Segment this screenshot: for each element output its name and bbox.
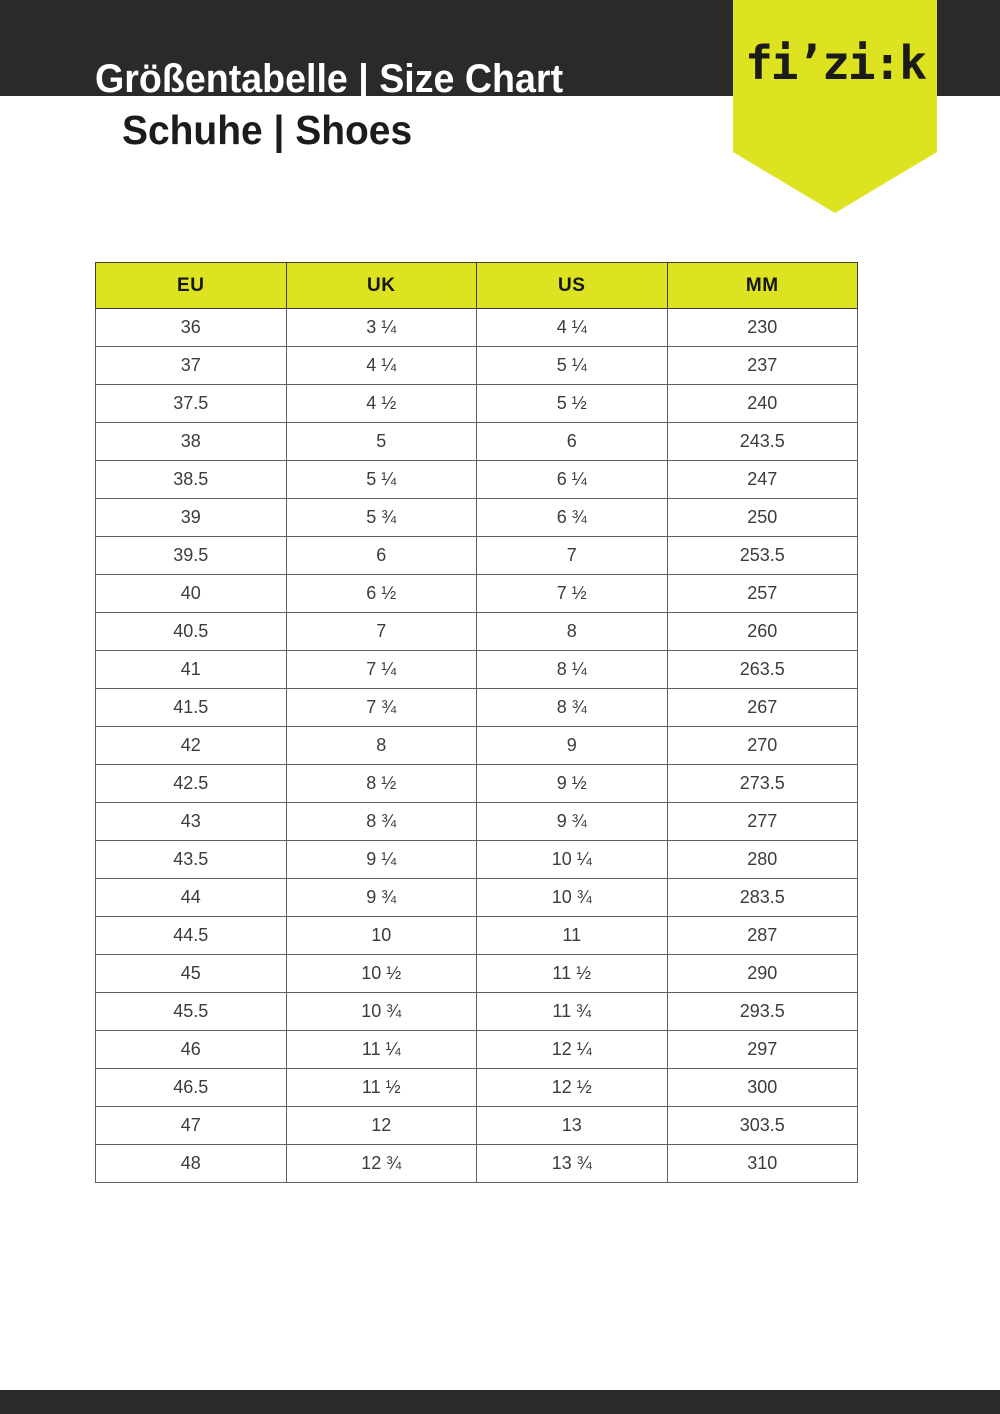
size-cell: 37 [96,347,287,385]
size-cell: 13 ¾ [477,1145,668,1183]
table-row [96,803,858,841]
size-cell: 270 [667,727,858,765]
table-row [96,575,858,613]
size-cell: 247 [667,461,858,499]
size-cell: 43 [96,803,287,841]
table-row [96,689,858,727]
size-cell: 8 ¾ [477,689,668,727]
footer-band [0,1390,1000,1414]
size-cell: 253.5 [667,537,858,575]
size-cell: 11 ½ [477,955,668,993]
size-cell: 38 [96,423,287,461]
size-cell: 250 [667,499,858,537]
table-row [96,347,858,385]
size-cell: 5 ½ [477,385,668,423]
size-cell: 297 [667,1031,858,1069]
column-header-us: US [477,263,668,309]
size-cell: 7 ½ [477,575,668,613]
size-cell: 40 [96,575,287,613]
size-cell: 257 [667,575,858,613]
size-cell: 40.5 [96,613,287,651]
brand-pennant [733,0,937,213]
size-cell: 260 [667,613,858,651]
table-row [96,917,858,955]
table-row [96,613,858,651]
size-cell: 42 [96,727,287,765]
size-cell: 44 [96,879,287,917]
table-row [96,879,858,917]
size-cell: 39.5 [96,537,287,575]
size-cell: 6 ¼ [477,461,668,499]
size-cell: 8 ¼ [477,651,668,689]
size-cell: 11 ¾ [477,993,668,1031]
size-cell: 45.5 [96,993,287,1031]
size-cell: 47 [96,1107,287,1145]
size-table [95,262,858,1183]
size-cell: 43.5 [96,841,287,879]
size-cell: 37.5 [96,385,287,423]
size-cell: 293.5 [667,993,858,1031]
size-cell: 230 [667,309,858,347]
size-cell: 8 [286,727,477,765]
size-cell: 263.5 [667,651,858,689]
table-row [96,727,858,765]
size-cell: 36 [96,309,287,347]
size-cell: 6 [477,423,668,461]
column-header-uk: UK [286,263,477,309]
size-cell: 39 [96,499,287,537]
size-cell: 42.5 [96,765,287,803]
size-cell: 5 ¼ [286,461,477,499]
size-cell: 41.5 [96,689,287,727]
table-row [96,1107,858,1145]
size-table-body [96,309,858,1183]
table-row [96,1031,858,1069]
size-cell: 7 [286,613,477,651]
size-cell: 287 [667,917,858,955]
size-cell: 8 [477,613,668,651]
size-cell: 10 ¼ [477,841,668,879]
size-cell: 41 [96,651,287,689]
size-cell: 6 ¾ [477,499,668,537]
page-title: Größentabelle | Size Chart [95,57,564,101]
size-cell: 11 ¼ [286,1031,477,1069]
table-row [96,537,858,575]
size-cell: 277 [667,803,858,841]
size-cell: 237 [667,347,858,385]
size-cell: 6 [286,537,477,575]
size-cell: 5 ¾ [286,499,477,537]
size-cell: 12 [286,1107,477,1145]
size-cell: 9 ½ [477,765,668,803]
size-cell: 12 ¼ [477,1031,668,1069]
size-cell: 240 [667,385,858,423]
column-header-eu: EU [96,263,287,309]
size-cell: 12 ½ [477,1069,668,1107]
table-row [96,461,858,499]
page-subtitle: Schuhe | Shoes [122,107,413,153]
size-cell: 10 ¾ [477,879,668,917]
size-cell: 280 [667,841,858,879]
size-cell: 10 [286,917,477,955]
size-cell: 45 [96,955,287,993]
size-cell: 4 ½ [286,385,477,423]
pennant-shape [733,0,937,213]
size-cell: 8 ¾ [286,803,477,841]
size-cell: 46.5 [96,1069,287,1107]
size-cell: 46 [96,1031,287,1069]
size-cell: 12 ¾ [286,1145,477,1183]
table-row [96,423,858,461]
size-cell: 4 ¼ [477,309,668,347]
table-row [96,499,858,537]
size-cell: 10 ¾ [286,993,477,1031]
table-row [96,385,858,423]
size-cell: 10 ½ [286,955,477,993]
table-row [96,309,858,347]
size-cell: 9 [477,727,668,765]
size-cell: 11 [477,917,668,955]
table-row [96,1069,858,1107]
size-cell: 300 [667,1069,858,1107]
size-cell: 48 [96,1145,287,1183]
size-cell: 5 [286,423,477,461]
size-cell: 9 ¼ [286,841,477,879]
size-cell: 3 ¼ [286,309,477,347]
table-row [96,955,858,993]
brand-logo: fi’zi:k [745,36,925,90]
size-cell: 44.5 [96,917,287,955]
size-cell: 283.5 [667,879,858,917]
size-table-head [96,263,858,309]
table-row [96,1145,858,1183]
size-cell: 6 ½ [286,575,477,613]
size-cell: 9 ¾ [286,879,477,917]
table-header-row [96,263,858,309]
size-cell: 267 [667,689,858,727]
size-cell: 310 [667,1145,858,1183]
column-header-mm: MM [667,263,858,309]
size-cell: 38.5 [96,461,287,499]
size-cell: 5 ¼ [477,347,668,385]
size-cell: 9 ¾ [477,803,668,841]
size-cell: 4 ¼ [286,347,477,385]
size-cell: 7 [477,537,668,575]
table-row [96,841,858,879]
table-row [96,765,858,803]
size-cell: 7 ¾ [286,689,477,727]
size-cell: 303.5 [667,1107,858,1145]
size-cell: 13 [477,1107,668,1145]
size-cell: 290 [667,955,858,993]
size-cell: 243.5 [667,423,858,461]
size-cell: 273.5 [667,765,858,803]
table-row [96,993,858,1031]
table-row [96,651,858,689]
size-cell: 8 ½ [286,765,477,803]
size-cell: 7 ¼ [286,651,477,689]
size-cell: 11 ½ [286,1069,477,1107]
